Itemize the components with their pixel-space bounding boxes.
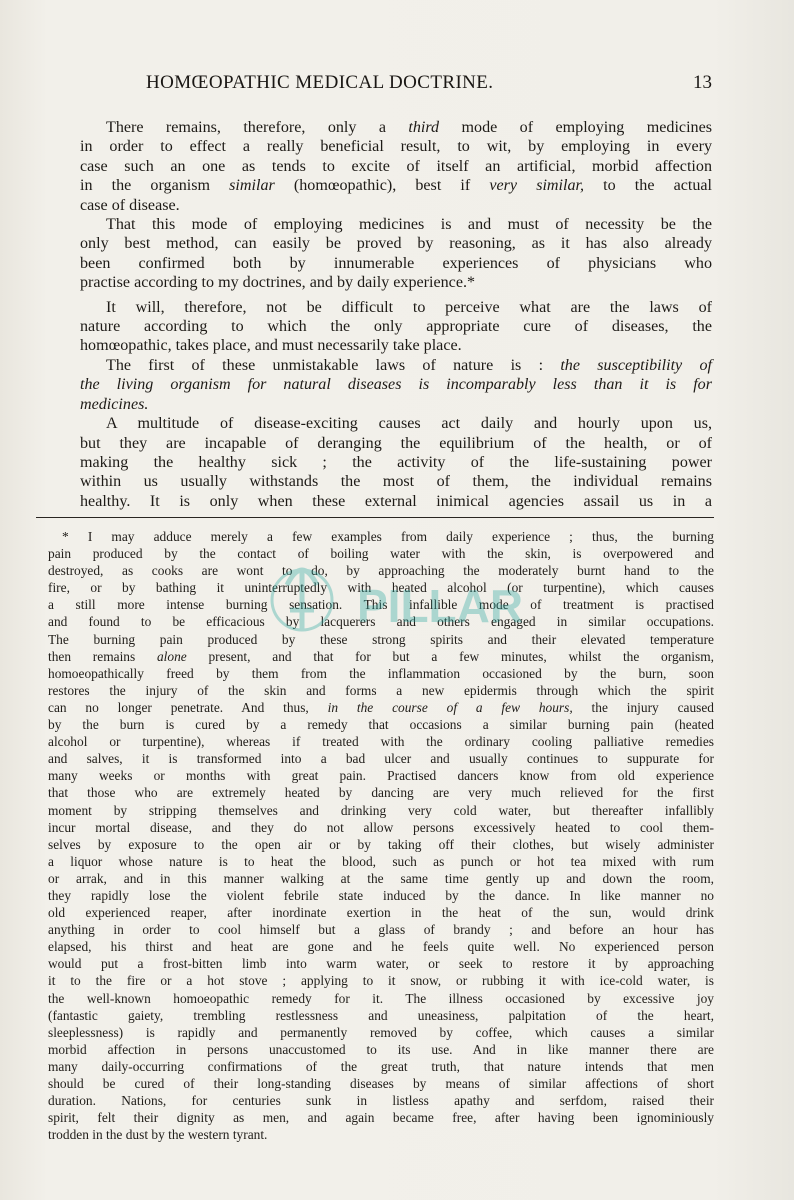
body-line <box>80 317 712 336</box>
text-run: or arrak, and in this manner walking at the same time gently up and down the room, <box>48 870 714 886</box>
italic-text: alone <box>156 648 187 664</box>
body-line <box>80 453 712 472</box>
footnote-line <box>48 716 714 733</box>
text-run: many weeks or months with great pain. Practised dancers know from old experience <box>48 768 714 784</box>
footnote-line <box>48 819 714 836</box>
body-line <box>80 472 712 491</box>
footnote-line <box>48 528 714 545</box>
main-body-text <box>80 118 712 511</box>
text-run: pain produced by the contact of boiling water with the skin, is overpowered and <box>48 546 714 562</box>
body-line <box>80 414 712 433</box>
text-run: morbid affection in persons unaccustomed to its use. And in like manner there are <box>48 1041 714 1057</box>
text-run: but they are incapable of deranging the equilibrium of the health, or of <box>80 434 712 452</box>
footnote-line <box>48 648 714 665</box>
text-run: and salves, it is transformed into a bad ulcer and usually continues to suppurate for <box>48 751 714 767</box>
body-line <box>80 118 712 137</box>
text-run: then remains <box>48 648 157 664</box>
body-line <box>80 434 712 453</box>
text-run: case such an one as tends to excite of itself an artificial, morbid affection <box>80 157 712 175</box>
footnote-line <box>48 1058 714 1075</box>
footnote-line <box>48 802 714 819</box>
footnote-line <box>48 972 714 989</box>
text-run: and found to be efficacious by lacquerers and others engaged in similar occupations. <box>48 614 714 630</box>
footnote-line <box>48 545 714 562</box>
italic-text: the living organism for natural diseases is incomparably less than it is for <box>80 376 712 394</box>
footnote-divider <box>36 517 714 518</box>
text-run: would put a frost-bitten limb into warm water, or seek to restore it by approaching <box>48 956 714 972</box>
footnote-line <box>48 767 714 784</box>
text-run: anything in order to cool himself but a glass of brandy ; and before an hour has <box>48 922 714 938</box>
footnote-line <box>48 579 714 596</box>
text-run: it to the fire or a hot stove ; applying to it snow, or rubbing it with ice-cold water, is <box>48 973 714 989</box>
body-line <box>80 137 712 156</box>
footnote-line <box>48 887 714 904</box>
body-line <box>80 356 712 375</box>
text-run: in order to effect a really beneficial result, to wit, by employing in every <box>80 138 712 156</box>
watermark-text: PILLAR <box>357 580 524 632</box>
italic-text: in the course of a few hours, <box>327 699 573 715</box>
text-run: duration. Nations, for centuries sunk in listless apathy and serfdom, raised their <box>48 1093 714 1109</box>
page-header <box>80 72 712 96</box>
footnote-line <box>48 613 714 630</box>
text-run: can no longer penetrate. And thus, <box>48 699 328 715</box>
text-run: destroyed, as cooks are wont to do, by approaching the moderately burnt hand to the <box>48 563 714 579</box>
footnote-line <box>48 562 714 579</box>
text-run: homœopathic, takes place, and must necessarily take place. <box>80 337 462 355</box>
footnote-line <box>48 631 714 648</box>
body-line <box>80 157 712 176</box>
text-run: elapsed, his thirst and heat are gone and he feels quite well. No experienced person <box>48 939 714 955</box>
footnote-line <box>48 904 714 921</box>
body-line <box>80 273 712 292</box>
footnote-line <box>48 1075 714 1092</box>
footnote-line <box>48 1041 714 1058</box>
text-run: spirit, felt their dignity as men, and again became free, after having been ignominiously <box>48 1110 714 1126</box>
text-run: case of disease. <box>80 196 180 214</box>
text-run: mode of employing medicines <box>439 119 712 136</box>
text-run: in the organism <box>80 177 230 195</box>
text-run: to the actual <box>584 177 713 195</box>
footnote-line <box>48 596 714 613</box>
text-run: a liquor whose nature is to heat the blood, such as punch or hot tea mixed with rum <box>48 853 714 869</box>
footnote-line <box>48 784 714 801</box>
footnote-line <box>48 990 714 1007</box>
text-run: restores the injury of the skin and forms a new epidermis through which the spirit <box>48 682 714 698</box>
footnote-line <box>48 1126 714 1143</box>
text-run: A multitude of disease-exciting causes act daily and hourly upon us, <box>106 415 712 433</box>
footnote <box>48 528 714 1143</box>
italic-text: similar <box>229 177 275 195</box>
text-run: should be cured of their long-standing diseases by means of similar affections of short <box>48 1076 714 1091</box>
body-line <box>80 395 712 414</box>
text-run: selves by exposure to the open air or by taking off their clothes, but wisely administer <box>48 836 714 852</box>
running-title: HOMŒOPATHIC MEDICAL DOCTRINE. <box>146 72 494 93</box>
footnote-line <box>48 955 714 972</box>
text-run: That this mode of employing medicines is and must of necessity be the <box>106 216 712 234</box>
body-line <box>80 234 712 253</box>
text-run: many daily-occurring confirmations of the great truth, that nature intends that men <box>48 1058 714 1074</box>
footnote-line <box>48 938 714 955</box>
footnote-line <box>48 750 714 767</box>
text-run: healthy. It is only when these external inimical agencies assail us in a <box>80 492 712 510</box>
body-line <box>80 375 712 394</box>
body-line <box>80 215 712 234</box>
italic-text: very similar, <box>489 177 585 195</box>
text-run: (homœopathic), best if <box>274 177 490 195</box>
footnote-line <box>48 665 714 682</box>
text-run: incur mortal disease, and they do not allow persons excessively heated to cool them- <box>48 819 714 835</box>
body-line <box>80 196 712 215</box>
footnote-line <box>48 836 714 853</box>
text-run: by the burn is cured by a remedy that occasions a similar burning pain (heated <box>48 717 714 733</box>
text-run: been confirmed both by innumerable experiences of physicians who <box>80 254 712 272</box>
footnote-line <box>48 870 714 887</box>
italic-text: third <box>408 119 440 136</box>
text-run: alcohol or turpentine), whereas if treated with the ordinary cooling palliative remedies <box>48 734 714 750</box>
text-run: present, and that for but a few minutes, whilst the organism, <box>186 648 714 664</box>
footnote-line <box>48 1024 714 1041</box>
text-run: fire, or by bathing it uninterruptedly with heated alcohol (or turpentine), which causes <box>48 580 714 596</box>
text-run: the injury caused <box>572 699 714 715</box>
text-run: only best method, can easily be proved by reasoning, as it has also already <box>80 235 712 253</box>
text-run: making the healthy sick ; the activity of the life-sustaining power <box>80 453 712 471</box>
footnote-line <box>48 1109 714 1126</box>
text-run: practise according to my doctrines, and by daily experience.* <box>80 274 476 292</box>
body-line <box>80 336 712 355</box>
text-run: old experienced reaper, after inordinate exertion in the heat of the sun, would drink <box>48 905 714 921</box>
footnote-line <box>48 733 714 750</box>
body-line <box>80 176 712 195</box>
footnote-line <box>48 682 714 699</box>
text-run: trodden in the dust by the western tyrant. <box>48 1127 268 1143</box>
text-run: sleeplessness) is rapidly and permanently removed by coffee, which causes a similar <box>48 1024 714 1040</box>
italic-text: the susceptibility of <box>560 356 712 374</box>
text-run: The burning pain produced by these strong spirits and their elevated temperature <box>48 631 714 647</box>
text-run: the well-known homoeopathic remedy for it. The illness occasioned by excessive joy <box>48 990 714 1006</box>
body-line <box>80 298 712 317</box>
italic-text: medicines. <box>80 395 149 413</box>
footnote-line <box>48 699 714 716</box>
text-run: The first of these unmistakable laws of nature is : <box>106 356 561 374</box>
text-run: There remains, therefore, only a <box>106 119 409 136</box>
text-run: they rapidly lose the violent febrile state induced by the dance. In like manner no <box>48 887 714 903</box>
text-run: moment by stripping themselves and drinking very cold water, but thereafter infallibly <box>48 802 714 818</box>
text-run: * I may adduce merely a few examples from daily experience ; thus, the burning <box>62 529 714 544</box>
footnote-line <box>48 1007 714 1024</box>
text-run: homoeopathically freed by them from the inflammation occasioned by the burn, soon <box>48 665 714 681</box>
footnote-line <box>48 853 714 870</box>
footnote-line <box>48 1092 714 1109</box>
text-run: (fantastic gaiety, trembling restlessness and uneasiness, palpitation of the heart, <box>48 1007 714 1023</box>
footnote-line <box>48 921 714 938</box>
body-line <box>80 492 712 511</box>
text-run: It will, therefore, not be difficult to perceive what are the laws of <box>106 298 712 316</box>
body-line <box>80 254 712 273</box>
text-run: that those who are extremely heated by dancing are very much relieved for the first <box>48 785 714 801</box>
page-number: 13 <box>693 72 712 93</box>
text-run: nature according to which the only appropriate cure of diseases, the <box>80 318 712 336</box>
text-run: a still more intense burning sensation. This infallible mode of treatment is practised <box>48 597 714 613</box>
text-run: within us usually withstands the most of them, the individual remains <box>80 473 712 491</box>
